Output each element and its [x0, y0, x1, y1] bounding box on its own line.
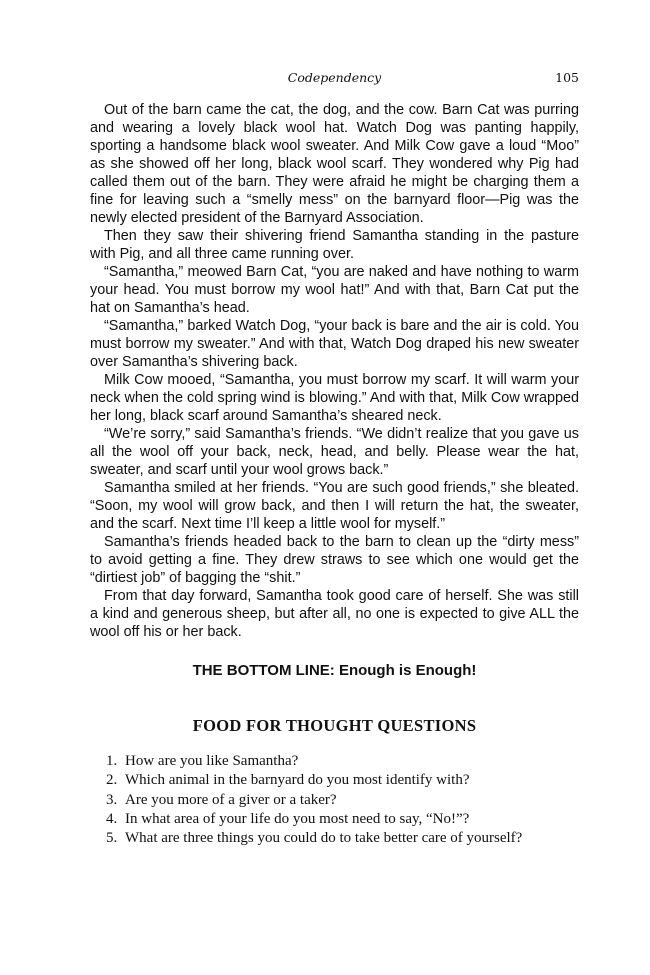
question-number: 1. [106, 753, 118, 769]
question-item [106, 771, 586, 790]
question-text: Are you more of a giver or a taker? [125, 791, 337, 808]
story-paragraph: From that day forward, Samantha took good care of herself. She was still a kind and generous sheep, but after all, no one is expected to give ALL the wool off his or her back. [90, 588, 579, 640]
section-title: FOOD FOR THOUGHT QUESTIONS [192, 716, 477, 735]
running-title: Codependency [287, 70, 382, 85]
question-text: How are you like Samantha? [125, 753, 299, 769]
question-item [106, 752, 586, 771]
question-list [106, 752, 586, 848]
question-text: In what area of your life do you most need to say, “No!”? [125, 810, 470, 827]
question-text: Which animal in the barnyard do you most identify with? [125, 772, 470, 789]
question-number: 2. [106, 772, 118, 789]
story-paragraph: “Samantha,” barked Watch Dog, “your back is bare and the air is cold. You must borrow my sweater.” And with that, Watch Dog draped his new sweater over Samantha’s shivering back. [90, 318, 579, 370]
page-number: 105 [555, 70, 579, 85]
question-text: What are three things you could do to take better care of yourself? [125, 830, 523, 847]
story-paragraph: Milk Cow mooed, “Samantha, you must borrow my scarf. It will warm your neck when the cold spring wind is blowing.” And with that, Milk Cow wrapped her long, black scarf around Samantha’s sheared neck. [90, 372, 579, 424]
question-number: 5. [106, 830, 118, 847]
story-paragraph: “Samantha,” meowed Barn Cat, “you are naked and have nothing to warm your head. You must borrow my wool hat!” And with that, Barn Cat put the hat on Samantha’s head. [90, 264, 579, 316]
question-number: 4. [106, 810, 118, 827]
bottom-line-heading: THE BOTTOM LINE: Enough is Enough! [192, 662, 477, 679]
story-paragraph: Out of the barn came the cat, the dog, and the cow. Barn Cat was purring and wearing a lovely black wool hat. Watch Dog was panting happily, sporting a handsome black wool sweater. And Milk Cow gave a loud “Moo” as she showed off her long, black wool scarf. They wondered why Pig had called them out of the barn. They were afraid he might be charging them a fine for leaving such a “smelly mess” on the barnyard floor—Pig was the newly elected president of the Barnyard Association. [90, 102, 579, 226]
story-paragraph: Samantha’s friends headed back to the barn to clean up the “dirty mess” to avoid getting a fine. They drew straws to see which one would get the “dirtiest job” of bagging the “shit.” [90, 534, 579, 586]
question-item [106, 810, 586, 829]
story-body [90, 101, 579, 641]
question-number: 3. [106, 791, 118, 808]
story-paragraph: Then they saw their shivering friend Samantha standing in the pasture with Pig, and all three came running over. [90, 228, 579, 262]
running-header [90, 70, 579, 88]
story-paragraph: “We’re sorry,” said Samantha’s friends. “We didn’t realize that you gave us all the wool off your back, neck, head, and belly. Please wear the hat, sweater, and scarf until your wool grows back.” [90, 426, 579, 478]
question-item [106, 791, 586, 810]
question-item [106, 829, 586, 848]
story-paragraph: Samantha smiled at her friends. “You are such good friends,” she bleated. “Soon, my wool will grow back, and then I will return the hat, the sweater, and the scarf. Next time I’ll keep a little wool for myself.” [90, 480, 579, 532]
